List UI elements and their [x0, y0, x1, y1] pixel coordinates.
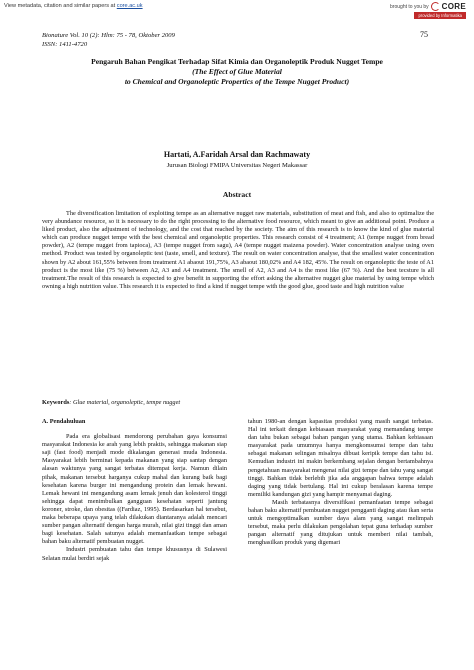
paper-title-english-1: (The Effect of Glue Material [192, 67, 282, 76]
keywords-label: Keywords [42, 399, 70, 406]
section-heading-pendahuluan: A. Pendahuluan [42, 418, 86, 425]
paper-title: Pengaruh Bahan Pengikat Terhadap Sifat Kimia dan Organoleptik Produk Nugget Tempe [91, 57, 383, 66]
core-link-url[interactable]: core.ac.uk [116, 3, 143, 9]
core-brand-name: CORE [441, 2, 466, 11]
journal-line: Bionature Vol. 10 (2): Hlm: 75 - 78, Oktober 2009 [42, 32, 175, 39]
core-top-bar [0, 0, 474, 22]
abstract-heading: Abstract [222, 190, 252, 199]
intro-left-column [42, 418, 227, 563]
journal-issn: ISSN: 1411-4720 [42, 41, 88, 48]
core-metadata-link[interactable] [4, 3, 143, 9]
core-brought-by: brought to you by [390, 3, 429, 10]
intro-paragraph-2: Industri pembuatan tahu dan tempe khususnya di Sulawesi Selatan mulai berdiri sejak [42, 546, 227, 562]
abstract-text [42, 210, 434, 291]
core-link-prefix: View metadata, citation and similar papers at [4, 3, 117, 9]
intro-right-column [248, 418, 433, 548]
page-number: 75 [420, 30, 428, 39]
intro-paragraph-1: Pada era globalisasi mendorong perubahan gaya konsumsi masyarakat Indonesia ke arah yang lebih praktis, sehingga makanan siap saji (fast food) menjadi mode dikalangan generasi muda Indonesia. Masyarakat lebih berminat kepada makanan yang siap santap dengan alasan waktunya yang sangat terbatas ditempat kerja. Namun dilain pihak, makanan tersebut harganya cukup mahal dan kurang baik bagi kesehatan karena burger ini mengandung protein dan lemak hewani. Lemak hewani ini mengandung asam lemak jenuh dan kolesterol tinggi sehingga dapat menimbulkan gangguan kesehatan seperti jantung koroner, stroke, dan obesitas ((Fardiaz, 1995). Berdasarkan hal tersebut, maka beberapa upaya yang telah dilakukan diantaranya adalah mencari sumber pangan alternatif dengan harga murah, nilai gizi tinggi dan aman bagi kesehatan. Salah satunya adalah memanfaatkan tempe sebagai bahan baku alternatif pembuatan nugget. [42, 433, 227, 546]
paper-title-english-2: to Chemical and Organoleptic Propertics of the Tempe Nugget Product) [124, 77, 350, 86]
abstract-paragraph: The diversification limitation of exploiting tempe as an alternative nugget raw materials, substitution of meat and fish, and also to optimalize the very abundance resource, so it is necessary to do the right processing to the alternative food resource, which meant to give an additional point. Produce a liked product, also the adjustment of technology, and the cost that reached by the society. The aim of this research is to know the kind of glue material which can produce nugget tempe with the best chemical and organoleptic properties. This research consist of 4 treatment; A1 (tempe nugget from bread powder), A2 (tempe nugget from tapioca), A3 (tempe nugget from sagu), A4 (tempe nugget maizena powder). Water concentration analyse using oven method. Product was tested by organoleptic test (taste, smell, and texture). The result on water concentration analyse, that the smallest water concentration shown by A2 about 161,55% between from treatment A1 abaout 191,75%, A3 abaout 180,02% and A4 182, 45%. The result on organoleptic the teste of A1 product is the most like (75 %) between A2, A3 and A4 treatment. The smell of A2, A3 and A4 is the most like (67 %). And the best tecsture is all treatment.The result of this research is expected to give benefit in supporting the effort asking the alternative nugget glue material by using tempe which owning a high nutrition value. This research it is expected to find a kind if nugget tempe with the good glue, good taste and high nutrition value [42, 210, 434, 290]
affiliation: Jurusan Biologi FMIPA Universitas Negeri Makassar [166, 162, 308, 169]
keywords [42, 399, 434, 406]
core-logo-icon [431, 2, 440, 11]
intro-paragraph-3: tahun 1980-an dengan kapasitas produksi yang masih sangat terbatas. Hal ini terkait dengan kebiasaan masyarakat yang memandang tempe dan tahu bukan sebagai bahan pangan yang utama. Bahkan kebiasaan masyarakat pada umumnya hanya mengkomsumsi tempe dan tahu sebagai makanan selingan misalnya dibuat keripik tempe dan tahu isi. Kemudian industri ini makin berkembang sejalan dengan bertambahnya pengetahuan masyarakat mengenai nilai gizi tempe dan tahu yang sangat tinggi. Bahkan tidak berlebih jika ada anggapan bahwa tempe adalah daging yang tidak bertulang. Hal ini cukup beralasan karena tempe memiliki kandungan gizi yang hampir menyamai daging. [248, 418, 433, 498]
intro-paragraph-4: Masih terbatasnya diversifikasi pemanfaatan tempe sebagai bahan baku alternatif pembuatan nugget pengganti daging atau ikan serta untuk mengoptimalkan sumber daya alam yang sangat melimpah tersebut, maka perlu dilakukan pengolahan tepat guna terhadap sumber pangan alternatif yang ditujukan untuk memberi nilai tambah, menghasilkan produk yang digemari [248, 498, 433, 547]
keywords-text: : Glue material, organoleptic, tempe nugget [69, 399, 181, 406]
authors: Hartati, A.Faridah Arsal dan Rachmawaty [163, 150, 311, 159]
core-brand[interactable] [390, 2, 466, 11]
journal-citation [42, 31, 175, 49]
core-provided-by[interactable]: provided by Informatika [414, 12, 466, 19]
